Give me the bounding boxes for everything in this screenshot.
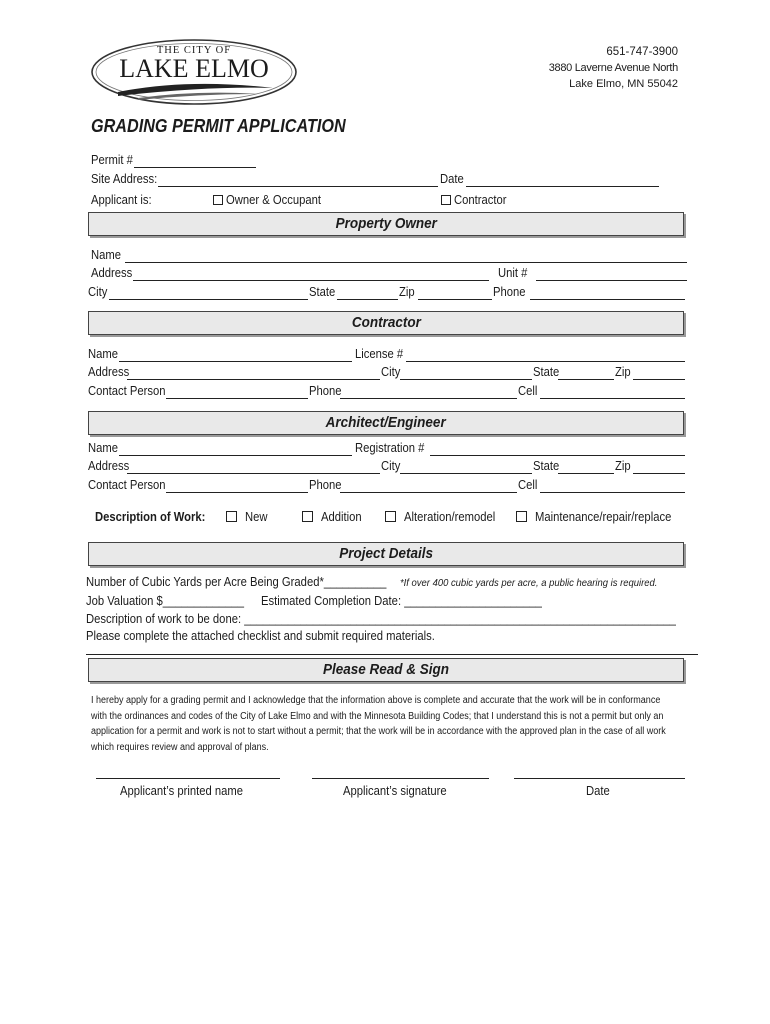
- architect-cell-field[interactable]: [540, 492, 685, 493]
- work-new-checkbox[interactable]: [226, 511, 237, 522]
- owner-phone-label: Phone: [493, 285, 526, 299]
- contractor-cell-field[interactable]: [540, 398, 685, 399]
- signature-field[interactable]: [312, 778, 489, 779]
- cubic-yards-note: *If over 400 cubic yards per acre, a public hearing is required.: [400, 577, 658, 589]
- date-caption: Date: [586, 784, 611, 798]
- read-sign-header: [88, 658, 684, 682]
- work-option-maintenance[interactable]: [516, 510, 686, 524]
- architect-city-field[interactable]: [400, 473, 532, 474]
- logo-line1: THE CITY OF: [156, 45, 232, 56]
- printed-name-caption: Applicant’s printed name: [119, 784, 243, 798]
- owner-city-field[interactable]: [109, 299, 308, 300]
- contractor-phone-field[interactable]: [340, 398, 517, 399]
- contractor-header: [88, 311, 684, 335]
- contractor-city-field[interactable]: [400, 379, 532, 380]
- contractor-checkbox[interactable]: [441, 195, 451, 205]
- section-rule: [86, 654, 698, 655]
- owner-name-label: Name: [91, 248, 122, 262]
- page-title-text: GRADING PERMIT APPLICATION: [91, 116, 346, 136]
- contractor-license-field[interactable]: [406, 361, 685, 362]
- permit-label: Permit #: [91, 153, 133, 167]
- date-field[interactable]: [466, 186, 659, 187]
- agreement-line-3: application for a permit and work is not to start without a permit; that the work will be in accordance with the approved plan in the case of all work: [91, 726, 666, 737]
- logo-line2: LAKE ELMO: [119, 54, 269, 83]
- work-option-alteration[interactable]: [385, 510, 505, 524]
- city-logo: [88, 36, 300, 108]
- checklist-instruction: Please complete the attached checklist and submit required materials.: [86, 629, 435, 643]
- architect-contact-field[interactable]: [166, 492, 308, 493]
- architect-state-label: State: [533, 459, 560, 473]
- work-option-new[interactable]: [226, 510, 270, 524]
- work-option-addition[interactable]: [302, 510, 366, 524]
- read-sign-heading: Please Read & Sign: [322, 661, 450, 678]
- contact-city: Lake Elmo, MN 55042: [569, 78, 678, 90]
- owner-phone-field[interactable]: [530, 299, 685, 300]
- owner-unit-label: Unit #: [498, 266, 528, 280]
- applicant-is-label: Applicant is:: [91, 193, 152, 207]
- contractor-address-label: Address: [88, 365, 130, 379]
- architect-address-field[interactable]: [127, 473, 380, 474]
- date-label: Date: [440, 172, 464, 186]
- description-field[interactable]: Description of work to be done: _____________________________________________________________________: [86, 612, 676, 626]
- owner-address-field[interactable]: [133, 280, 489, 281]
- work-addition-checkbox[interactable]: [302, 511, 313, 522]
- architect-contact-label: Contact Person: [88, 478, 166, 492]
- contractor-address-field[interactable]: [127, 379, 380, 380]
- architect-registration-field[interactable]: [430, 455, 685, 456]
- architect-header: [88, 411, 684, 435]
- work-new-label: New: [245, 510, 268, 524]
- contractor-phone-label: Phone: [309, 384, 342, 398]
- architect-registration-label: Registration #: [355, 441, 425, 455]
- architect-phone-label: Phone: [309, 478, 342, 492]
- work-addition-label: Addition: [321, 510, 362, 524]
- agreement-line-4: which requires review and approval of plans.: [91, 741, 269, 753]
- architect-city-label: City: [381, 459, 401, 473]
- job-valuation-field[interactable]: Job Valuation $_____________: [86, 594, 245, 608]
- owner-zip-field[interactable]: [418, 299, 492, 300]
- contact-street: 3880 Laverne Avenue North: [548, 62, 678, 74]
- contractor-state-label: State: [533, 365, 560, 379]
- architect-cell-label: Cell: [518, 478, 538, 492]
- contact-phone: 651-747-3900: [606, 46, 678, 58]
- work-maintenance-label: Maintenance/repair/replace: [535, 510, 672, 524]
- property-owner-header: [88, 212, 684, 236]
- owner-unit-field[interactable]: [536, 280, 687, 281]
- work-alteration-checkbox[interactable]: [385, 511, 396, 522]
- site-address-field[interactable]: [158, 186, 438, 187]
- work-alteration-label: Alteration/remodel: [404, 510, 496, 524]
- architect-zip-field[interactable]: [633, 473, 685, 474]
- contractor-contact-field[interactable]: [166, 398, 308, 399]
- architect-name-label: Name: [88, 441, 119, 455]
- owner-address-label: Address: [91, 266, 133, 280]
- work-maintenance-checkbox[interactable]: [516, 511, 527, 522]
- architect-state-field[interactable]: [558, 473, 614, 474]
- owner-occupant-label: Owner & Occupant: [226, 193, 322, 207]
- contractor-option-label: Contractor: [454, 193, 507, 207]
- owner-name-field[interactable]: [125, 262, 687, 263]
- contractor-option[interactable]: [441, 193, 512, 207]
- owner-zip-label: Zip: [399, 285, 415, 299]
- architect-name-field[interactable]: [119, 455, 352, 456]
- project-details-heading: Project Details: [339, 545, 433, 562]
- contractor-zip-field[interactable]: [633, 379, 685, 380]
- page-title: [91, 116, 374, 137]
- contractor-name-field[interactable]: [119, 361, 352, 362]
- cubic-yards-field[interactable]: Number of Cubic Yards per Acre Being Graded*__________: [86, 575, 387, 589]
- project-details-header: [88, 542, 684, 566]
- owner-occupant-option[interactable]: [213, 193, 332, 207]
- site-address-label: Site Address:: [91, 172, 158, 186]
- contractor-state-field[interactable]: [558, 379, 614, 380]
- agreement-line-2: with the ordinances and codes of the City of Lake Elmo and with the Minnesota Building Codes; that I understand this is not a permit but only an: [91, 710, 664, 722]
- property-owner-heading: Property Owner: [335, 215, 437, 232]
- owner-occupant-checkbox[interactable]: [213, 195, 223, 205]
- signature-date-field[interactable]: [514, 778, 685, 779]
- completion-date-field[interactable]: Estimated Completion Date: ______________________: [261, 594, 542, 608]
- architect-heading: Architect/Engineer: [325, 414, 447, 431]
- contractor-name-label: Name: [88, 347, 119, 361]
- owner-state-field[interactable]: [337, 299, 398, 300]
- owner-state-label: State: [309, 285, 336, 299]
- architect-phone-field[interactable]: [340, 492, 517, 493]
- contractor-license-label: License #: [355, 347, 404, 361]
- agreement-line-1: I hereby apply for a grading permit and I acknowledge that the information above is complete and accurate that the work will be in conformance: [91, 695, 661, 706]
- description-of-work-label: Description of Work:: [95, 510, 206, 524]
- contractor-heading: Contractor: [351, 314, 421, 331]
- permit-field[interactable]: [134, 167, 256, 168]
- contractor-contact-label: Contact Person: [88, 384, 166, 398]
- printed-name-field[interactable]: [96, 778, 280, 779]
- contractor-city-label: City: [381, 365, 401, 379]
- contractor-zip-label: Zip: [615, 365, 631, 379]
- owner-city-label: City: [88, 285, 108, 299]
- contractor-cell-label: Cell: [518, 384, 538, 398]
- architect-zip-label: Zip: [615, 459, 631, 473]
- signature-caption: Applicant’s signature: [342, 784, 447, 798]
- architect-address-label: Address: [88, 459, 130, 473]
